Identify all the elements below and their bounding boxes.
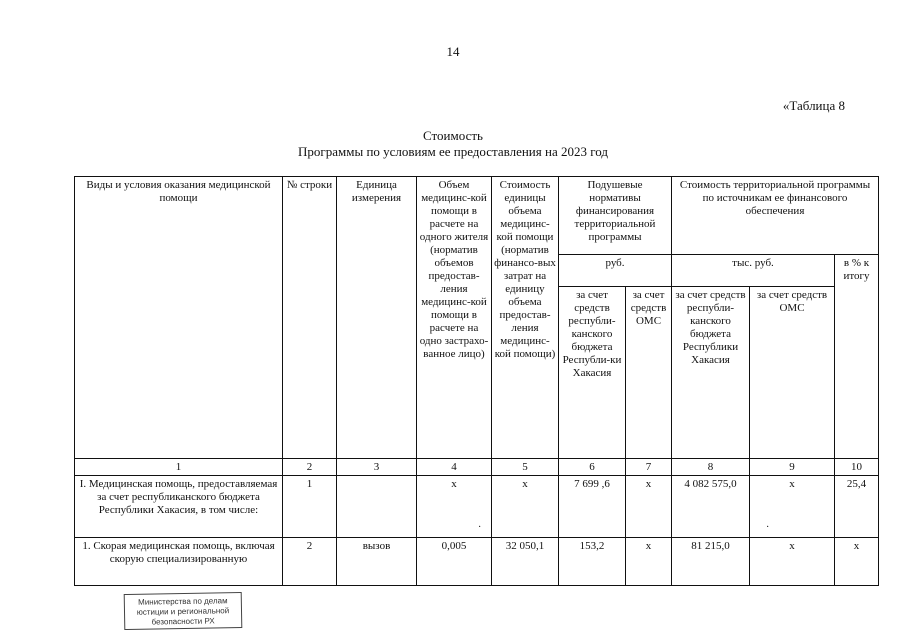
row-cost-budget: 4 082 575,0 <box>672 476 750 538</box>
row-cost-unit: 32 050,1 <box>492 538 559 586</box>
column-number: 2 <box>283 459 337 476</box>
header-budget-rh: за счет средств республи-канского бюджета Республи-ки Хакасия <box>559 287 626 459</box>
row-volume: 0,005 <box>417 538 492 586</box>
table-row <box>75 538 879 586</box>
column-numbers-row <box>75 459 879 476</box>
ministry-stamp <box>124 592 243 630</box>
row-cost-budget: 81 215,0 <box>672 538 750 586</box>
column-number: 5 <box>492 459 559 476</box>
row-cost-oms: х <box>750 476 835 538</box>
row-volume: х <box>417 476 492 538</box>
row-name: 1. Скорая медицинская помощь, включая скорую специализированную <box>75 538 283 586</box>
header-territorial-cost: Стоимость территориальной программы по источникам ее финансового обеспечения <box>672 177 879 255</box>
stamp-line-2: юстиции и региональной <box>136 606 230 617</box>
column-number: 9 <box>750 459 835 476</box>
header-cost-unit: Стоимость единицы объема медицинс-кой помощи (норматив финансо-вых затрат на единицу объема предостав-ления медицинс-кой помощи) <box>492 177 559 459</box>
header-row-no: № строки <box>283 177 337 459</box>
row-number: 1 <box>283 476 337 538</box>
column-number: 8 <box>672 459 750 476</box>
column-number: 3 <box>337 459 417 476</box>
row-per-capita-oms: х <box>626 476 672 538</box>
row-percent: х <box>835 538 879 586</box>
row-per-capita-budget: 153,2 <box>559 538 626 586</box>
header-volume: Объем медицинс-кой помощи в расчете на одного жителя (норматив объемов предостав-ления медицинс-кой помощи в расчете на одно застрахо-ванное лицо) <box>417 177 492 459</box>
column-number: 1 <box>75 459 283 476</box>
row-number: 2 <box>283 538 337 586</box>
cost-table <box>74 176 879 586</box>
header-rub: руб. <box>559 255 672 287</box>
row-unit: вызов <box>337 538 417 586</box>
row-per-capita-oms: х <box>626 538 672 586</box>
header-unit: Единица измерения <box>337 177 417 459</box>
stamp-line-3: безопасности РХ <box>151 616 215 627</box>
header-oms: за счет средств ОМС <box>626 287 672 459</box>
row-percent: 25,4 <box>835 476 879 538</box>
table-title <box>0 128 906 160</box>
scan-dot: · <box>766 522 770 533</box>
column-number: 10 <box>835 459 879 476</box>
title-line-2: Программы по условиям ее предоставления на 2023 год <box>298 144 608 159</box>
header-thousand-rub: тыс. руб. <box>672 255 835 287</box>
row-unit <box>337 476 417 538</box>
header-per-capita: Подушевые нормативы финансирования территориальной программы <box>559 177 672 255</box>
header-row-1 <box>75 177 879 255</box>
row-per-capita-budget: 7 699 ,6 <box>559 476 626 538</box>
row-cost-unit: х <box>492 476 559 538</box>
table-row <box>75 476 879 538</box>
column-number: 7 <box>626 459 672 476</box>
header-budget-rh-2: за счет средств республи-канского бюджета Республики Хакасия <box>672 287 750 459</box>
header-types: Виды и условия оказания медицинской помощи <box>75 177 283 459</box>
stamp-line-1: Министерства по делам <box>138 596 228 607</box>
header-percent-total: в % к итогу <box>835 255 879 459</box>
header-oms-2: за счет средств ОМС <box>750 287 835 459</box>
scan-dot: · <box>478 522 482 533</box>
title-line-1: Стоимость <box>423 128 483 143</box>
table-caption: «Таблица 8 <box>782 98 845 113</box>
row-cost-oms: х <box>750 538 835 586</box>
page-number: 14 <box>446 44 460 59</box>
row-name: I. Медицинская помощь, предоставляемая за счет республиканского бюджета Республики Хакасия, в том числе: <box>75 476 283 538</box>
column-number: 4 <box>417 459 492 476</box>
column-number: 6 <box>559 459 626 476</box>
